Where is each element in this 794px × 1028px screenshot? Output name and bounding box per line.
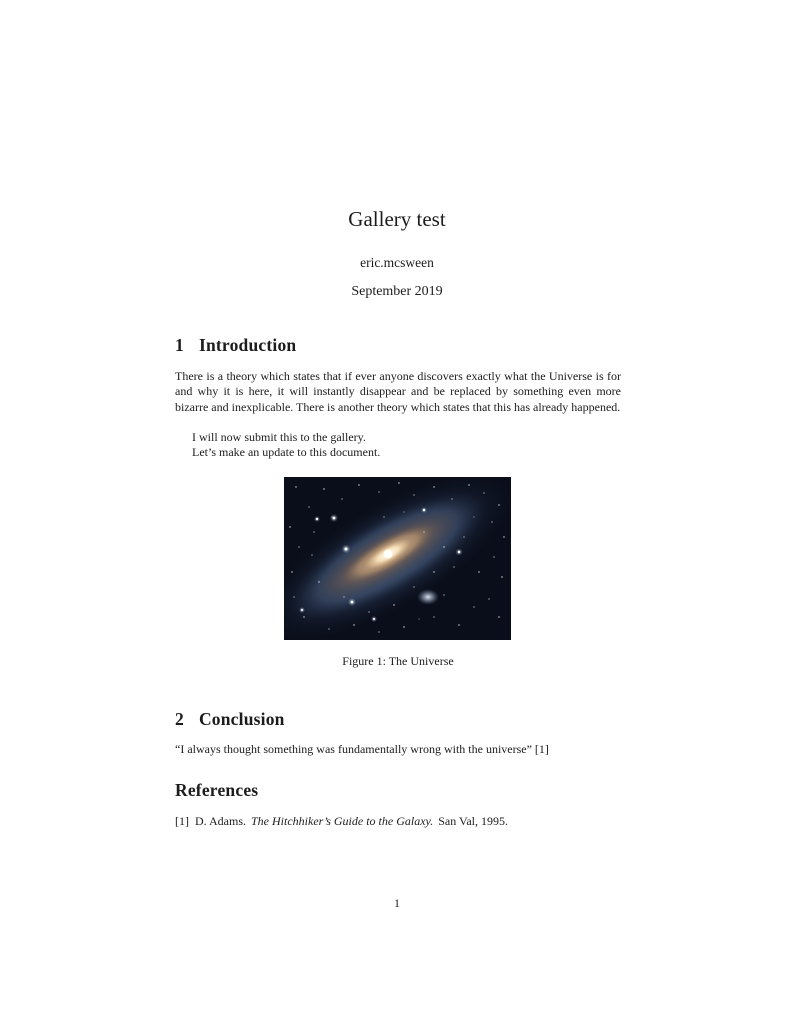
document-date: September 2019 xyxy=(351,284,443,299)
section-heading-introduction xyxy=(175,335,296,356)
section-title: Conclusion xyxy=(198,709,285,729)
document-author: eric.mcsween xyxy=(360,255,434,270)
reference-label: [1] xyxy=(175,814,189,828)
reference-authors: D. Adams. xyxy=(195,814,246,828)
conclusion-text: “I always thought something was fundamentally wrong with the universe” [1] xyxy=(175,742,549,756)
document-title: Gallery test xyxy=(348,207,446,231)
galaxy-image xyxy=(284,477,511,640)
section-heading-conclusion xyxy=(175,709,285,730)
figure-caption: Figure 1: The Universe xyxy=(342,654,454,668)
introduction-paragraph-2: I will now submit this to the gallery. xyxy=(192,430,366,444)
page-number: 1 xyxy=(394,896,400,910)
references-heading: References xyxy=(175,780,259,800)
reference-entry-1 xyxy=(175,814,621,829)
reference-publisher: San Val, 1995. xyxy=(438,814,508,828)
introduction-paragraph-1: There is a theory which states that if ever anyone discovers exactly what the Universe is for and why it is here, it will instantly disappear and be replaced by something even more bizarre and inexplicable. There is another theory which states that this has already happened. xyxy=(175,369,621,414)
section-number: 1 xyxy=(175,335,184,355)
introduction-paragraph-3: Let’s make an update to this document. xyxy=(192,445,381,459)
figure-1 xyxy=(284,477,511,640)
section-title: Introduction xyxy=(198,335,297,355)
reference-title: The Hitchhiker’s Guide to the Galaxy. xyxy=(251,814,434,828)
section-number: 2 xyxy=(175,709,184,729)
